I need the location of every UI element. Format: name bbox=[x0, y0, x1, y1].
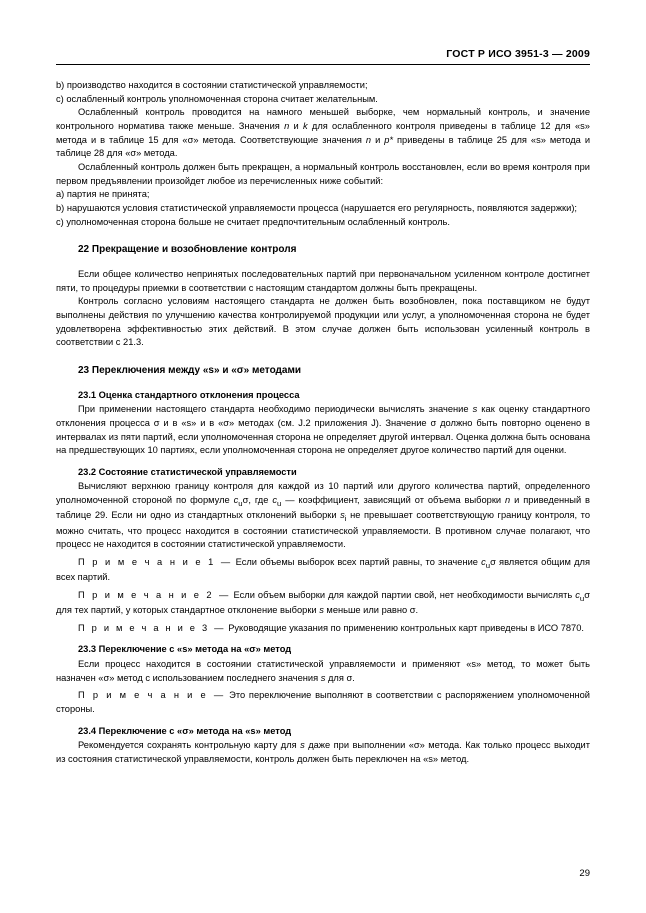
list-item-a2: а) партия не принята; bbox=[56, 189, 150, 200]
list-item-c: c) ослабленный контроль уполномоченная сторона считает желательным. bbox=[56, 93, 378, 104]
note-2-sub-u: u bbox=[579, 593, 585, 603]
heading-23-4: 23.4 Переключение с «σ» метода на «s» метод bbox=[78, 725, 292, 736]
para-23-4-b: даже при выполнении «σ» метода. Как только процесс выходит из состояния статистической управляемости, контроль должен быть переключен на «s» метод. bbox=[56, 740, 590, 764]
header-divider bbox=[56, 64, 590, 65]
paragraph-22-1: Если общее количество непринятых последовательных партий при первоначальном усиленном контроле достигнет пяти, то процедуры приемки в соответствии с настоящим стандартом должны быть прекращены. bbox=[56, 268, 590, 293]
para-text-1e: приведены в таблице 25 для «s» метода и таблице 28 для «σ» метода. bbox=[56, 134, 591, 159]
note-1-a: Если объемы выборок всех партий равны, то значение bbox=[232, 556, 482, 567]
note-4 bbox=[56, 689, 590, 716]
note-2-var-c: c bbox=[575, 589, 580, 600]
para-text-1d: и bbox=[371, 134, 385, 145]
var-c-u-1: c bbox=[233, 495, 239, 506]
para-23-1-b: как оценку стандартного отклонения процесса σ и в «s» и в «σ» методах (см. J.2 приложения J). Значение σ должно быть повторно оценено в интервалах из пяти партий, если уполномоченная сторона не определяет другой интервал. Оценка должна быть основана на предшествующих 10 партиях, если уполномоченная сторона не определяет другое количество партий для оценки. bbox=[56, 404, 590, 456]
paragraph-23-3 bbox=[56, 658, 590, 685]
note-3 bbox=[56, 622, 590, 636]
paragraph-23-1 bbox=[56, 403, 590, 458]
note-1-var-c: c bbox=[481, 556, 486, 567]
note-2-a: Если объем выборки для каждой партии свой, нет необходимости вычислять bbox=[230, 589, 576, 600]
paragraph-stop-reduced: Ослабленный контроль должен быть прекращен, а нормальный контроль восстановлен, если во время контроля при первом предъявлении произойдет любое из перечисленных ниже событий: bbox=[56, 161, 590, 186]
note-2-var-s: s bbox=[319, 605, 324, 616]
para-text-1b: и bbox=[289, 120, 303, 131]
note-3-label: П р и м е ч а н и е 3 — bbox=[78, 622, 226, 633]
heading-section-23: 23 Переключения между «s» и «σ» методами bbox=[78, 364, 302, 376]
note-1-label: П р и м е ч а н и е 1 — bbox=[78, 556, 233, 567]
var-s-2: s bbox=[320, 672, 326, 683]
heading-23-1: 23.1 Оценка стандартного отклонения процесса bbox=[78, 389, 300, 400]
note-2 bbox=[56, 589, 590, 618]
page-number: 29 bbox=[579, 868, 590, 879]
paragraph-23-4 bbox=[56, 739, 590, 766]
para-23-1-a: При применении настоящего стандарта необходимо периодически вычислять значение bbox=[78, 404, 473, 415]
var-n-1: n bbox=[284, 120, 290, 131]
paragraph-reduced-inspection bbox=[56, 106, 590, 161]
var-k: k bbox=[302, 120, 308, 131]
note-2-label: П р и м е ч а н и е 2 — bbox=[78, 589, 231, 600]
para-text-1a: Ослабленный контроль проводится на намного меньшей выборке, чем нормальный контроль, и значение контрольного норматива также меньше. Значения bbox=[56, 107, 590, 131]
para-23-2-e: не превышает соответствующую границу контроля, то можно считать, что процесс находится в состоянии статистической управляемости. В противном случае полагают, что процесс не находится в состоянии статистической управляемости. bbox=[56, 510, 590, 550]
para-23-2-d: и приведенный в таблице 29. Если ни одно из стандартных отклонений выборки bbox=[56, 495, 590, 521]
paragraph-22-2: Контроль согласно условиям настоящего стандарта не должен быть возобновлен, пока поставщиком не будут выполнены действия по улучшению качества контролируемой продукции или услуг, а уполномоченная сторона не будет удовлетворена эффективностью этих действий. В этом случае должен быть использован усиленный контроль в соответствии с 21.3. bbox=[56, 296, 590, 348]
para-23-3-a: Если процесс находится в состоянии статистической управляемости и применяют «s» метод, то может быть назначен «σ» метод с использованием последнего значения bbox=[56, 659, 590, 683]
note-4-text: Это переключение выполняют в соответствии с распоряжением уполномоченной стороны. bbox=[56, 690, 590, 715]
list-item-c2: c) уполномоченная сторона больше не считает предпочтительным ослабленный контроль. bbox=[56, 216, 450, 227]
sub-u-2: u bbox=[276, 498, 282, 508]
var-c-u-2: c bbox=[272, 495, 277, 506]
list-item-b: b) производство находится в состоянии статистической управляемости; bbox=[56, 80, 368, 90]
note-1-b: σ является общим для всех партий. bbox=[56, 556, 590, 583]
note-1-sub-u: u bbox=[485, 560, 491, 570]
note-2-b: σ для тех партий, у которых стандартное отклонение выборки bbox=[56, 589, 590, 616]
para-23-2-b: σ, где bbox=[242, 495, 273, 506]
para-23-4-a: Рекомендуется сохранять контрольную карту для bbox=[78, 740, 301, 751]
var-n-2: n bbox=[365, 134, 372, 145]
var-s-1: s bbox=[472, 404, 478, 415]
para-23-2-a: Вычисляют верхнюю границу контроля для каждой из 10 партий или другого количества партий, определенного уполномоченной стороной по формуле bbox=[56, 481, 590, 506]
para-23-3-b: для σ. bbox=[325, 672, 355, 683]
sub-i: i bbox=[344, 514, 347, 524]
heading-23-2: 23.2 Состояние статистической управляемости bbox=[78, 466, 297, 477]
var-p-star: p* bbox=[384, 134, 394, 145]
heading-23-3: 23.3 Переключение с «s» метода на «σ» метод bbox=[78, 644, 292, 655]
note-4-label: П р и м е ч а н и е — bbox=[78, 690, 226, 701]
var-s-i: s bbox=[340, 510, 345, 521]
page-header bbox=[56, 48, 590, 60]
standard-designation: ГОСТ Р ИСО 3951-3 — 2009 bbox=[446, 48, 590, 60]
var-s-3: s bbox=[300, 740, 305, 751]
note-2-c: меньше или равно σ. bbox=[323, 605, 419, 616]
sub-u-1: u bbox=[238, 498, 243, 508]
heading-section-22: 22 Прекращение и возобновление контроля bbox=[78, 244, 297, 256]
para-text-1c: для ослабленного контроля приведены в таблице 12 для «s» метода и в таблице 15 для «σ» метода. Соответствующие значения bbox=[56, 120, 590, 145]
list-item-b2: b) нарушаются условия статистической управляемости процесса (нарушается его регулярность, появляются задержки); bbox=[56, 202, 577, 213]
para-23-2-c: — коэффициент, зависящий от объема выборки bbox=[281, 495, 505, 506]
note-1 bbox=[56, 556, 590, 585]
note-3-text: Руководящие указания по применению контрольных карт приведены в ИСО 7870. bbox=[225, 622, 584, 633]
var-n-3: n bbox=[505, 495, 511, 506]
page-content bbox=[56, 79, 590, 767]
paragraph-23-2 bbox=[56, 480, 590, 551]
